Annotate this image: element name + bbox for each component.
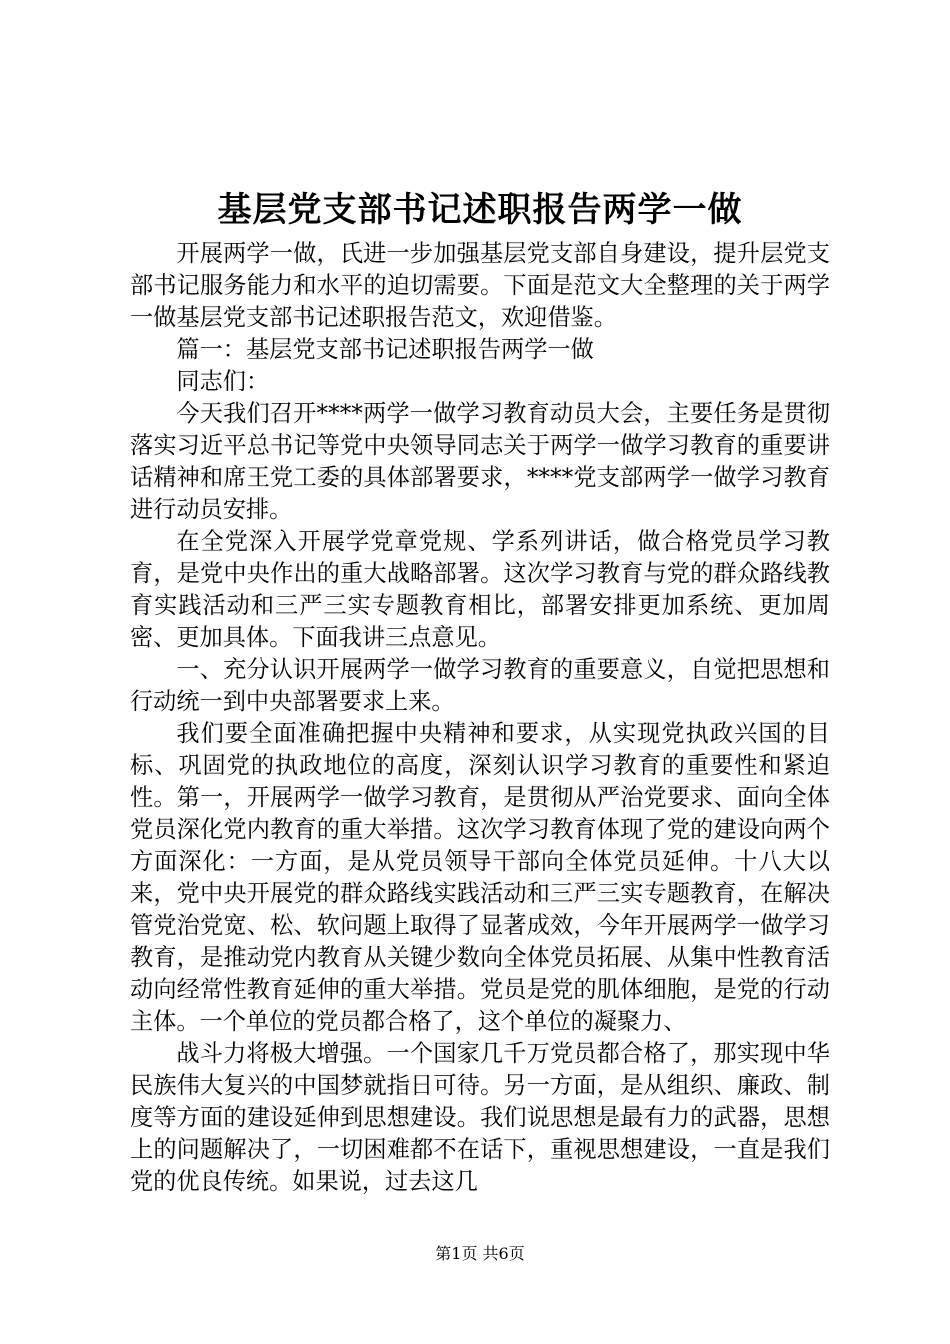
document-body	[130, 238, 830, 1198]
page-number-footer: 第1页 共6页	[435, 1244, 525, 1263]
paragraph-section-heading: 篇一：基层党支部书记述职报告两学一做	[176, 336, 594, 363]
paragraph-body-2: 在全党深入开展学党章党规、学系列讲话，做合格党员学习教育，是党中央作出的重大战略部署。这次学习教育与党的群众路线教育实践活动和三严三实专题教育相比，部署安排更加系统、更加周密、更加具体。下面我讲三点意见。	[130, 528, 830, 651]
document-title: 基层党支部书记述职报告两学一做	[217, 190, 743, 230]
paragraph-intro: 开展两学一做，氏进一步加强基层党支部自身建设，提升层党支部书记服务能力和水平的迫切需要。下面是范文大全整理的关于两学一做基层党支部书记述职报告范文，欢迎借鉴。	[130, 240, 830, 331]
paragraph-body-3: 我们要全面准确把握中央精神和要求，从实现党执政兴国的目标、巩固党的执政地位的高度，深刻认识学习教育的重要性和紧迫性。第一，开展两学一做学习教育，是贯彻从严治党要求、面向全体党员深化党内教育的重大举措。这次学习教育体现了党的建设向两个方面深化：一方面，是从党员领导干部向全体党员延伸。十八大以来，党中央开展党的群众路线实践活动和三严三实专题教育，在解决管党治党宽、松、软问题上取得了显著成效，今年开展两学一做学习教育，是推动党内教育从关键少数向全体党员拓展、从集中性教育活动向经常性教育延伸的重大举措。党员是党的肌体细胞，是党的行动主体。一个单位的党员都合格了，这个单位的凝聚力、	[130, 720, 830, 1035]
paragraph-body-1: 今天我们召开****两学一做学习教育动员大会，主要任务是贯彻落实习近平总书记等党中央领导同志关于两学一做学习教育的重要讲话精神和席王党工委的具体部署要求，****党支部两学一做学习教育进行动员安排。	[130, 400, 830, 523]
paragraph-body-4: 战斗力将极大增强。一个国家几千万党员都合格了，那实现中华民族伟大复兴的中国梦就指日可待。另一方面，是从组织、廉政、制度等方面的建设延伸到思想建设。我们说思想是最有力的武器，思想上的问题解决了，一切困难都不在话下，重视思想建设，一直是我们党的优良传统。如果说，过去这几	[130, 1040, 830, 1195]
paragraph-salutation: 同志们：	[176, 368, 270, 395]
paragraph-point-heading-1: 一、充分认识开展两学一做学习教育的重要意义，自觉把思想和行动统一到中央部署要求上来。	[130, 656, 830, 715]
document-page	[130, 0, 830, 1344]
